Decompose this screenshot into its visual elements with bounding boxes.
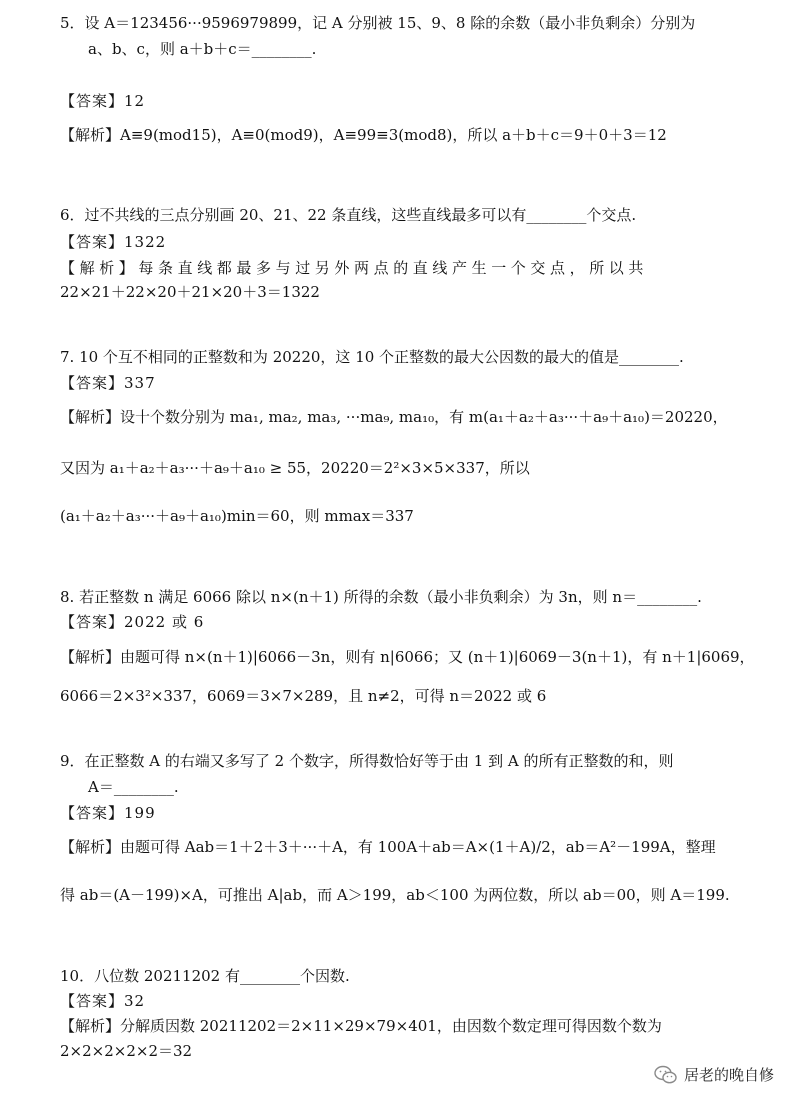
problem-9-analysis-line-1: 【解析】由题可得 Aab＝1＋2＋3＋···＋A，有 100A＋ab＝A×(1＋A)/2，ab＝A²－199A，整理 (60, 838, 716, 856)
problem-5-stem-line-1: 5．设 A＝123456···9596979899，记 A 分别被 15、9、8 除的余数（最小非负剩余）分别为 (60, 14, 696, 32)
problem-10-stem-line-1: 10．八位数 20211202 有________个因数. (60, 967, 350, 985)
problem-9-answer: 【答案】199 (60, 804, 156, 822)
problem-10-analysis-line-2: 2×2×2×2×2＝32 (60, 1042, 193, 1060)
problem-5-analysis-line-1: 【解析】A≡9(mod15)，A≡0(mod9)，A≡99≡3(mod8)，所以 a＋b＋c＝9＋0＋3＝12 (60, 126, 667, 144)
problem-8-analysis-line-1: 【解析】由题可得 n×(n＋1)|6066－3n，则有 n|6066；又 (n＋1)|6069－3(n＋1)，有 n＋1|6069， (60, 648, 755, 666)
problem-9-stem-line-1: 9．在正整数 A 的右端又多写了 2 个数字，所得数恰好等于由 1 到 A 的所有正整数的和，则 (60, 752, 674, 770)
problem-6-analysis-line-2: 22×21＋22×20＋21×20＋3＝1322 (60, 283, 320, 301)
watermark-text: 居老的晚自修 (683, 1066, 774, 1084)
problem-8-answer: 【答案】2022 或 6 (60, 613, 205, 631)
problem-8-analysis-line-2: 6066＝2×3²×337，6069＝3×7×289，且 n≠2，可得 n＝2022 或 6 (60, 687, 547, 705)
problem-6-stem-line-1: 6．过不共线的三点分别画 20、21、22 条直线，这些直线最多可以有________个交点. (60, 206, 637, 224)
wechat-icon (654, 1065, 678, 1085)
problem-7-stem-line-1: 7. 10 个互不相同的正整数和为 20220，这 10 个正整数的最大公因数的最大的值是________. (60, 348, 684, 366)
problem-5-stem-line-2: a、b、c，则 a＋b＋c＝________. (88, 40, 317, 58)
watermark (654, 1064, 774, 1085)
problem-9-stem-line-2: A＝________. (88, 778, 179, 796)
problem-10-analysis-line-1: 【解析】分解质因数 20211202＝2×11×29×79×401，由因数个数定理可得因数个数为 (60, 1017, 662, 1035)
problem-8-stem-line-1: 8. 若正整数 n 满足 6066 除以 n×(n＋1) 所得的余数（最小非负剩余）为 3n，则 n＝________. (60, 588, 702, 606)
problem-10-answer: 【答案】32 (60, 992, 146, 1010)
problem-6-answer: 【答案】1322 (60, 233, 167, 251)
problem-5-answer: 【答案】12 (60, 92, 146, 110)
problem-7-analysis-line-3: (a₁＋a₂＋a₃···＋a₉＋a₁₀)min＝60，则 mmax＝337 (60, 507, 414, 525)
problem-9-analysis-line-2: 得 ab＝(A－199)×A，可推出 A|ab，而 A＞199，ab＜100 为两位数，所以 ab＝00，则 A＝199. (60, 886, 730, 904)
problem-6-analysis-line-1: 【解析】每条直线都最多与过另外两点的直线产生一个交点，所以共 (60, 259, 649, 277)
problem-7-answer: 【答案】337 (60, 374, 156, 392)
problem-7-analysis-line-2: 又因为 a₁＋a₂＋a₃···＋a₉＋a₁₀ ≥ 55，20220＝2²×3×5×337，所以 (60, 459, 530, 477)
problem-7-analysis-line-1: 【解析】设十个数分别为 ma₁, ma₂, ma₃, ···ma₉, ma₁₀，有 m(a₁＋a₂＋a₃···＋a₉＋a₁₀)＝20220， (60, 408, 728, 426)
